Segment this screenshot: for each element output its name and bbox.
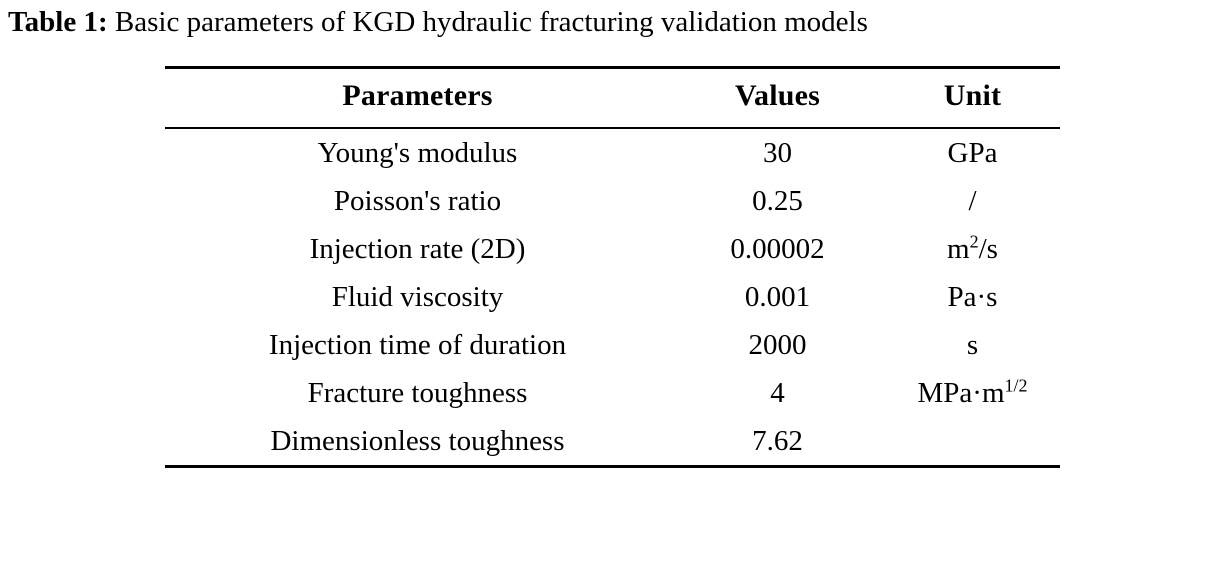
cell-parameter: Fracture toughness <box>307 377 528 409</box>
cell-unit <box>885 417 1060 467</box>
table-row <box>165 369 1060 417</box>
parameters-table <box>165 66 1060 468</box>
cell-unit: / <box>968 185 977 217</box>
cell-parameter: Young's modulus <box>317 137 518 169</box>
table-row <box>165 177 1060 225</box>
cell-value: 30 <box>763 137 792 169</box>
cell-value: 0.25 <box>752 185 803 217</box>
table-row <box>165 225 1060 273</box>
table-head <box>165 68 1060 129</box>
table-body <box>165 128 1060 467</box>
table-container <box>165 66 1060 468</box>
cell-value: 2000 <box>748 329 807 361</box>
table-row <box>165 273 1060 321</box>
cell-parameter: Poisson's ratio <box>333 185 502 217</box>
table-caption <box>8 4 1212 40</box>
table-row <box>165 417 1060 467</box>
caption-text: Basic parameters of KGD hydraulic fracturing validation models <box>114 6 868 38</box>
unit-superscript: 2 <box>969 231 979 252</box>
cell-parameter: Fluid viscosity <box>331 281 504 313</box>
table-row <box>165 128 1060 177</box>
cell-unit: s <box>966 329 979 361</box>
column-header-parameters: Parameters <box>342 79 493 112</box>
cell-unit: Pa·s <box>947 281 998 313</box>
cell-parameter: Dimensionless toughness <box>270 425 565 457</box>
cell-value: 0.001 <box>744 281 811 313</box>
column-header-unit: Unit <box>943 79 1002 112</box>
cell-unit: $m^2/s$ <box>947 231 998 265</box>
cell-parameter: Injection time of duration <box>268 329 567 361</box>
cell-value: 0.00002 <box>730 233 825 265</box>
cell-value: 7.62 <box>752 425 803 457</box>
cell-unit: GPa <box>947 137 998 169</box>
cell-parameter: Injection rate (2D) <box>309 233 526 265</box>
cell-value: 4 <box>770 377 785 409</box>
table-header-row <box>165 68 1060 129</box>
column-header-values: Values <box>734 79 821 112</box>
table-row <box>165 321 1060 369</box>
caption-label: Table 1: <box>8 6 108 38</box>
cell-unit: $MPa\cdot m^{1/2}$ <box>917 375 1028 409</box>
unit-superscript: 1/2 <box>1004 375 1028 396</box>
